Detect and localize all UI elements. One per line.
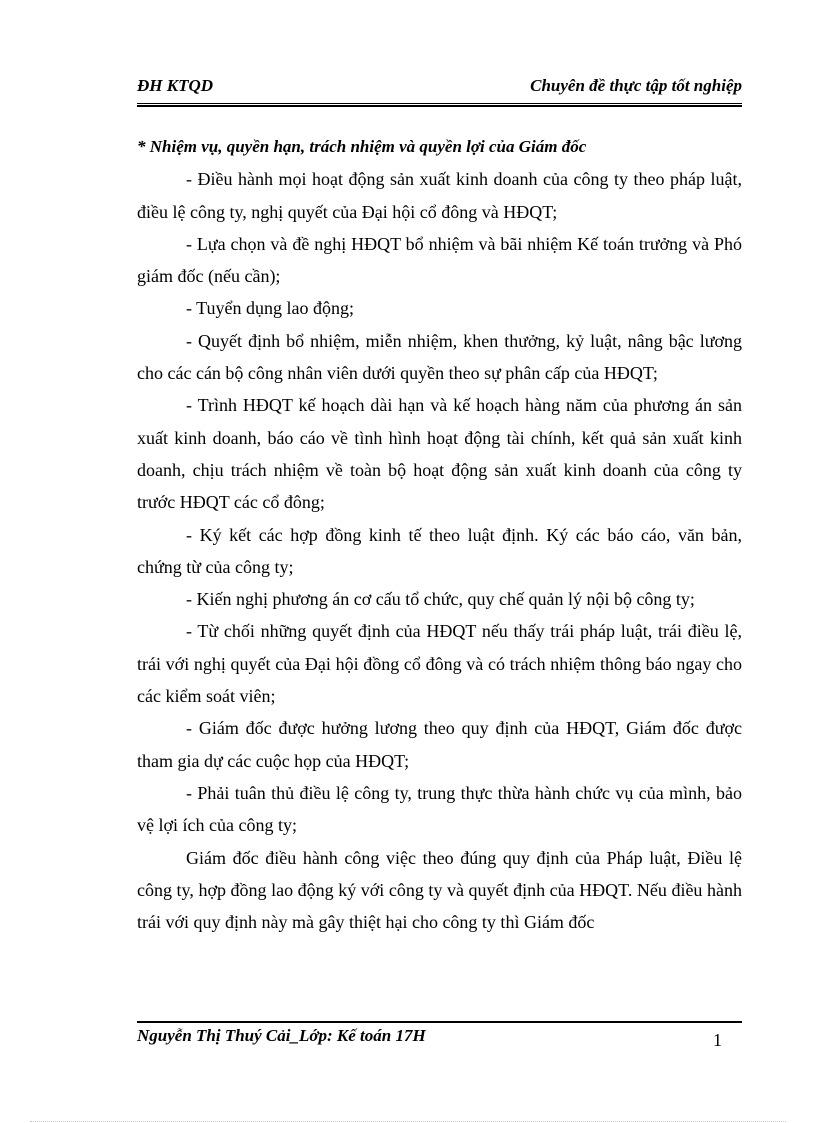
paragraph: - Từ chối những quyết định của HĐQT nếu thấy trái pháp luật, trái điều lệ, trái với nghị quyết của Đại hội đồng cổ đông và có trách nhiệm thông báo ngay cho các kiểm soát viên; bbox=[137, 621, 742, 707]
paragraph: - Phải tuân thủ điều lệ công ty, trung thực thừa hành chức vụ của mình, bảo vệ lợi ích của công ty; bbox=[137, 782, 742, 836]
paragraph: - Ký kết các hợp đồng kinh tế theo luật định. Ký các báo cáo, văn bản, chứng từ của công ty; bbox=[137, 524, 742, 577]
paragraph: - Điều hành mọi hoạt động sản xuất kinh doanh của công ty theo pháp luật, điều lệ công ty, nghị quyết của Đại hội cổ đông và HĐQT; bbox=[137, 169, 742, 222]
paragraph: Giám đốc điều hành công việc theo đúng quy định của Pháp luật, Điều lệ công ty, hợp đồng lao động ký với công ty và quyết định của HĐQT. Nếu điều hành trái với quy định này mà gây thiệt hại cho công ty thì Giám đốc bbox=[137, 847, 742, 933]
paragraph: - Lựa chọn và đề nghị HĐQT bổ nhiệm và bãi nhiệm Kế toán trưởng và Phó giám đốc (nếu cần); bbox=[137, 233, 742, 287]
paragraph: - Trình HĐQT kế hoạch dài hạn và kế hoạch hàng năm của phương án sản xuất kinh doanh, báo cáo về tình hình hoạt động tài chính, kết quả sản xuất kinh doanh, chịu trách nhiệm về toàn bộ hoạt động sản xuất kinh doanh của công ty trước HĐQT các cổ đông; bbox=[137, 395, 742, 513]
page-number: 1 bbox=[713, 1030, 722, 1050]
page-edge-divider bbox=[30, 1121, 786, 1122]
paragraph: - Giám đốc được hưởng lương theo quy định của HĐQT, Giám đốc được tham gia dự các cuộc họp của HĐQT; bbox=[137, 718, 742, 771]
header-report-title: Chuyên đề thực tập tốt nghiệp bbox=[530, 76, 742, 95]
section-heading: * Nhiệm vụ, quyền hạn, trách nhiệm và quyền lợi của Giám đốc bbox=[137, 137, 587, 156]
footer-divider bbox=[137, 1021, 742, 1023]
paragraph: - Kiến nghị phương án cơ cấu tổ chức, quy chế quản lý nội bộ công ty; bbox=[186, 589, 695, 610]
header-university: ĐH KTQD bbox=[137, 76, 214, 95]
page-body bbox=[137, 131, 742, 938]
page-header bbox=[137, 76, 742, 102]
footer-author: Nguyễn Thị Thuý Cải_Lớp: Kế toán 17H bbox=[137, 1026, 426, 1045]
page-footer bbox=[137, 1026, 742, 1052]
paragraph: - Quyết định bổ nhiệm, miễn nhiệm, khen thưởng, kỷ luật, nâng bậc lương cho các cán bộ công nhân viên dưới quyền theo sự phân cấp của HĐQT; bbox=[137, 330, 742, 384]
paragraph: - Tuyển dụng lao động; bbox=[186, 298, 355, 319]
header-divider bbox=[137, 103, 742, 107]
